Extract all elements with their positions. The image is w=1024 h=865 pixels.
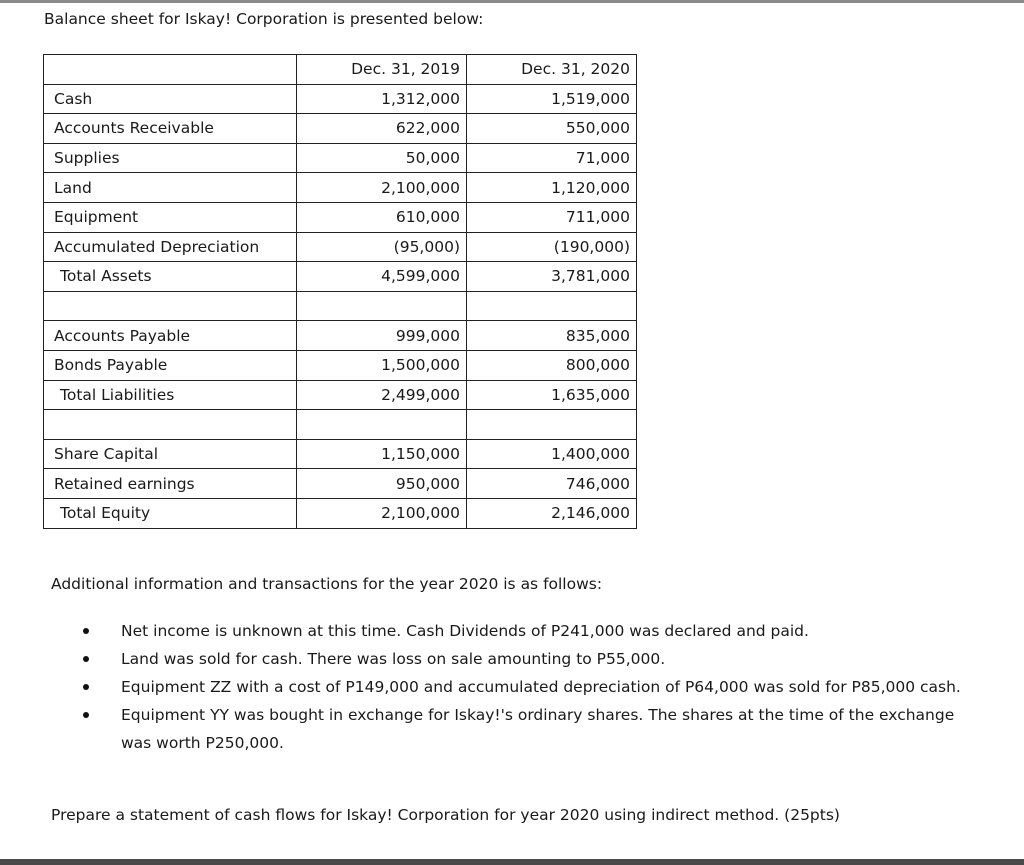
row-value-2020: 71,000 [467,143,637,173]
row-value-2019 [297,291,467,321]
row-value-2020: 746,000 [467,469,637,499]
bullet-icon [83,712,89,718]
intro-text: Balance sheet for Iskay! Corporation is presented below: [44,10,484,28]
row-value-2020: 1,120,000 [467,173,637,203]
table-row-blank [44,410,637,440]
table-row-total [44,262,637,292]
table-row [44,114,637,144]
table-row [44,469,637,499]
header-2020: Dec. 31, 2020 [467,55,637,85]
row-label: Accounts Receivable [44,114,297,144]
row-value-2019: 1,500,000 [297,350,467,380]
table-row [44,439,637,469]
row-label: Share Capital [44,439,297,469]
row-value-2019: 4,599,000 [297,262,467,292]
row-value-2020: 550,000 [467,114,637,144]
row-value-2020 [467,410,637,440]
table-row [44,173,637,203]
bullet-list [83,617,973,757]
list-item-text: Net income is unknown at this time. Cash Dividends of P241,000 was declared and paid. [121,622,809,640]
row-label: Cash [44,84,297,114]
row-value-2020: 800,000 [467,350,637,380]
table-row [44,202,637,232]
row-value-2019: 1,150,000 [297,439,467,469]
list-item [83,701,973,757]
row-value-2020: (190,000) [467,232,637,262]
table-row [44,143,637,173]
instruction-text: Prepare a statement of cash flows for Iskay! Corporation for year 2020 using indirect method. (25pts) [51,806,840,824]
row-label: Total Equity [44,498,297,528]
balance-sheet-table [43,54,637,529]
list-item-text: Land was sold for cash. There was loss on sale amounting to P55,000. [121,650,666,668]
table-row-total [44,380,637,410]
list-item-text: Equipment ZZ with a cost of P149,000 and accumulated depreciation of P64,000 was sold for P85,000 cash. [121,678,961,696]
row-label: Land [44,173,297,203]
row-label: Total Assets [44,262,297,292]
header-2019: Dec. 31, 2019 [297,55,467,85]
row-value-2020: 835,000 [467,321,637,351]
row-value-2019: 950,000 [297,469,467,499]
row-value-2019: 999,000 [297,321,467,351]
list-item [83,645,973,673]
row-value-2019: 622,000 [297,114,467,144]
row-label: Supplies [44,143,297,173]
row-label: Retained earnings [44,469,297,499]
table-row [44,232,637,262]
row-value-2019: 50,000 [297,143,467,173]
table-row [44,321,637,351]
table-header-row [44,55,637,85]
row-label: Accounts Payable [44,321,297,351]
table-row-blank [44,291,637,321]
row-value-2020: 1,519,000 [467,84,637,114]
table-row-total [44,498,637,528]
row-value-2020: 711,000 [467,202,637,232]
row-value-2020: 1,635,000 [467,380,637,410]
row-value-2019: 1,312,000 [297,84,467,114]
table-row [44,84,637,114]
row-label: Total Liabilities [44,380,297,410]
row-value-2019: 2,100,000 [297,173,467,203]
row-label: Equipment [44,202,297,232]
bullet-icon [83,628,89,634]
row-label: Accumulated Depreciation [44,232,297,262]
row-value-2019: (95,000) [297,232,467,262]
row-value-2019: 2,499,000 [297,380,467,410]
header-label-cell [44,55,297,85]
row-label [44,291,297,321]
additional-info-heading: Additional information and transactions for the year 2020 is as follows: [51,575,603,593]
list-item [83,673,973,701]
table-row [44,350,637,380]
row-value-2019 [297,410,467,440]
row-value-2019: 2,100,000 [297,498,467,528]
row-value-2020: 2,146,000 [467,498,637,528]
list-item-text: Equipment YY was bought in exchange for Iskay!'s ordinary shares. The shares at the time of the exchange was worth P250,000. [121,706,955,752]
row-value-2020: 1,400,000 [467,439,637,469]
bullet-icon [83,684,89,690]
row-value-2019: 610,000 [297,202,467,232]
row-value-2020: 3,781,000 [467,262,637,292]
bullet-icon [83,656,89,662]
row-label [44,410,297,440]
row-label: Bonds Payable [44,350,297,380]
list-item [83,617,973,645]
row-value-2020 [467,291,637,321]
